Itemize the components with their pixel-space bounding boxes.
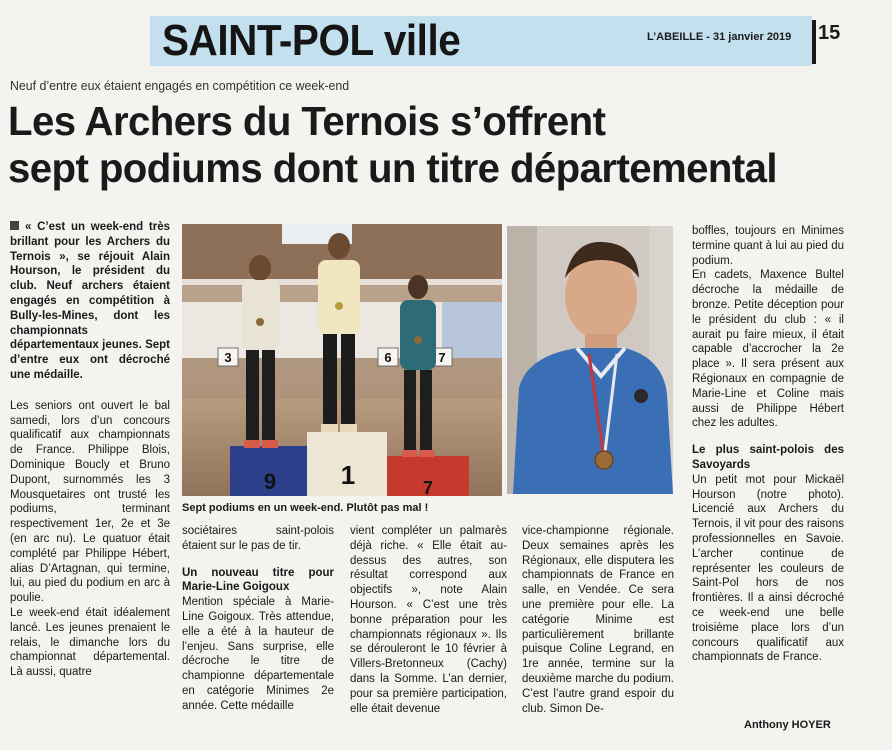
newspaper-date: L’ABEILLE - 31 janvier 2019 [647,31,792,43]
paragraph: Le week-end était idéalement lancé. Les jeunes prenaient le relais, le dimanche lors du championnat départemental. Là aussi, quatre [10,606,170,679]
paragraph: vice-championne régionale. Deux semaines après les Régionaux, elle disputera les championnats de France en salle, en Vendée. Ce sera une première pour elle. La catégorie Minime est particulièrement brillante puisque Coline Legrand, en 1re année, termine sur la deuxième marche du podium. C’est l’autre grand espoir du club. Simon De- [522,525,674,715]
headline-line-2: sept podiums dont un titre départemental [8,145,777,191]
paragraph: Les seniors ont ouvert le bal samedi, lors d’un concours qualificatif aux championnats de France. Philippe Blois, Dominique Boucly et Bruno Dupont, surnommés les 3 Mousquetaires ont trusté les podiums, terminant respectivement 1er, 2e et 3e (en arc nu). Le quatuor était complété par Philippe Hébert, alias D’Artagnan, qui termine, lui, au pied du podium en arc à poulie. [10,399,170,605]
paragraph: Mention spéciale à Marie-Line Goigoux. Très attendue, elle a été à la hauteur de l’enjeu. Sans surprise, elle décroche le titre de championne départementale en catégorie Minimes 2e année. Cette médaille [182,596,334,712]
podium-photo-image [182,224,502,496]
target-number-6: 6 [384,350,392,365]
photo-caption: Sept podiums en un week-end. Plutôt pas mal ! [182,502,429,514]
podium-label-right: 7 [422,478,434,496]
article-column-2 [182,524,334,714]
paragraph: vient compléter un palmarès déjà riche. « Elle était au-dessus des autres, son résultat correspond aux objectifs », note Alain Hourson. « C’est une très bonne préparation pour les championnats régionaux ». Ils se dérouleront le 10 février à Villers-Bretonneux (Cachy) dans la Somme. L’an dernier, pour sa première participation, elle était devenue [350,525,507,715]
article-column-5 [692,224,844,665]
page-number: 15 [818,22,841,44]
paragraph: sociétaires saint-polois étaient sur le pas de tir. [182,525,334,552]
target-number-3: 3 [224,350,232,365]
subheading: Le plus saint-polois des Savoyards [692,444,844,471]
headline-line-1: Les Archers du Ternois s’offrent [8,98,606,144]
paragraph: Un petit mot pour Mickaël Hourson (notre photo). Licencié aux Archers du Ternois, il vit pour des raisons professionnelles en Savoie. L’archer continue de représenter les couleurs de Saint-Pol hors de nos frontières. Il a ainsi décroché ce week-end une belle troisième place lors d’un concours qualificatif aux championnats de France. [692,473,844,664]
article-column-3 [350,524,507,716]
portrait-photo-image [507,226,673,494]
article-kicker: Neuf d’entre eux étaient engagés en compétition ce week-end [10,78,350,93]
author-signature: Anthony HOYER [744,719,831,731]
article-headline [8,98,782,192]
portrait-photo [507,226,673,494]
target-number-7: 7 [438,350,446,365]
article-column-1 [10,220,170,680]
page-number-bar [812,20,816,64]
podium-photo [182,224,502,496]
podium-label-center: 1 [340,460,356,490]
podium-label-left: 9 [263,469,277,494]
bullet-square-icon [10,221,19,230]
subheading: Un nouveau titre pour Marie-Line Goigoux [182,566,334,594]
section-title: SAINT-POL ville [162,16,461,65]
intro-paragraph: « C’est un week-end très brillant pour les Archers du Ternois », se réjouit Alain Hourson, le président du club. Neuf archers étaient engagés en compétition à Bully-les-Mines, dont les championnats départementaux jeunes. Sept d’entre eux ont décroché une médaille. [10,221,170,381]
paragraph: boffles, toujours en Minimes termine quant à lui au pied du podium. [692,225,844,267]
article-column-4 [522,524,674,716]
paragraph: En cadets, Maxence Bultel décroche la médaille de bronze. Petite déception pour le président du club : « il aurait pu faire mieux, il était capable d’accrocher la 2e place ». Il sera présent aux Régionaux en compagnie de Marie-Line et Coline mais aussi de Philippe Hébert chez les adultes. [692,269,844,430]
